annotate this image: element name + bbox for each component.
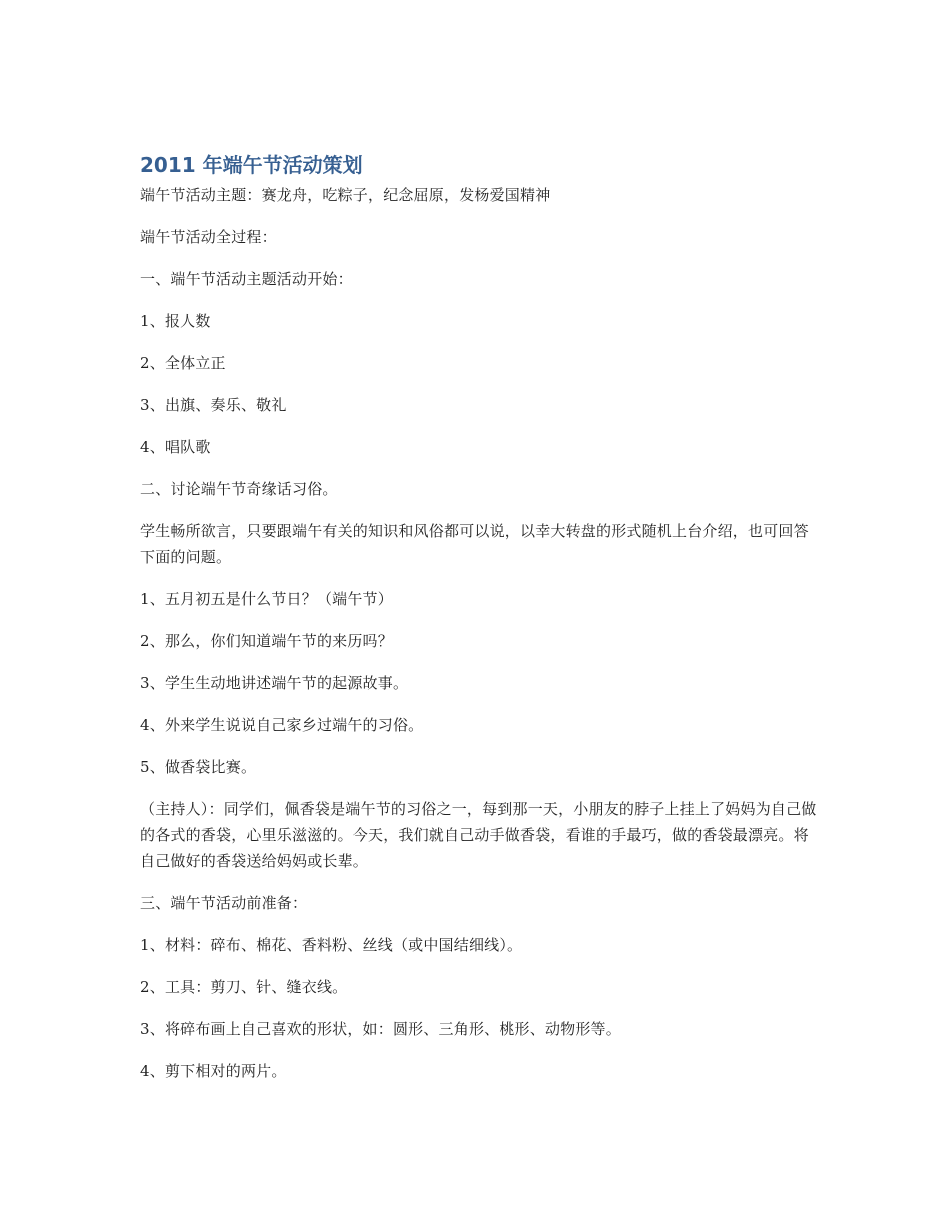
document-title: 2011 年端午节活动策划 — [140, 153, 363, 177]
list-item: 1、材料：碎布、棉花、香料粉、丝线（或中国结细线）。 — [140, 936, 523, 954]
list-item: 1、五月初五是什么节日？（端午节） — [140, 590, 393, 608]
paragraph-discussion: 学生畅所欲言，只要跟端午有关的知识和风俗都可以说，以幸大转盘的形式随机上台介绍，也可回答下面的问题。 — [140, 522, 809, 566]
list-item: 4、唱队歌 — [140, 438, 211, 456]
list-item: 3、将碎布画上自己喜欢的形状，如：圆形、三角形、桃形、动物形等。 — [140, 1020, 621, 1038]
paragraph-theme: 端午节活动主题：赛龙舟，吃粽子，纪念屈原，发杨爱国精神 — [140, 186, 551, 204]
list-item: 2、全体立正 — [140, 354, 226, 372]
list-item: 3、出旗、奏乐、敬礼 — [140, 396, 287, 414]
list-item: 4、外来学生说说自己家乡过端午的习俗。 — [140, 716, 424, 734]
list-item: 4、剪下相对的两片。 — [140, 1062, 287, 1080]
list-item: 2、那么，你们知道端午节的来历吗？ — [140, 632, 393, 650]
section-heading-2: 二、讨论端午节奇缘话习俗。 — [140, 480, 338, 498]
list-item: 5、做香袋比赛。 — [140, 758, 257, 776]
document-page — [140, 150, 820, 1100]
list-item: 3、学生生动地讲述端午节的起源故事。 — [140, 674, 409, 692]
section-heading-3: 三、端午节活动前准备： — [140, 894, 308, 912]
list-item: 2、工具：剪刀、针、缝衣线。 — [140, 978, 348, 996]
paragraph-host-speech: （主持人）：同学们，佩香袋是端午节的习俗之一，每到那一天，小朋友的脖子上挂上了妈妈为自己做的各式的香袋，心里乐滋滋的。今天，我们就自己动手做香袋，看谁的手最巧，做的香袋最漂亮。将自己做好的香袋送给妈妈或长辈。 — [140, 800, 817, 870]
section-heading-1: 一、端午节活动主题活动开始： — [140, 270, 353, 288]
paragraph-process-heading: 端午节活动全过程： — [140, 228, 277, 246]
list-item: 1、报人数 — [140, 312, 211, 330]
